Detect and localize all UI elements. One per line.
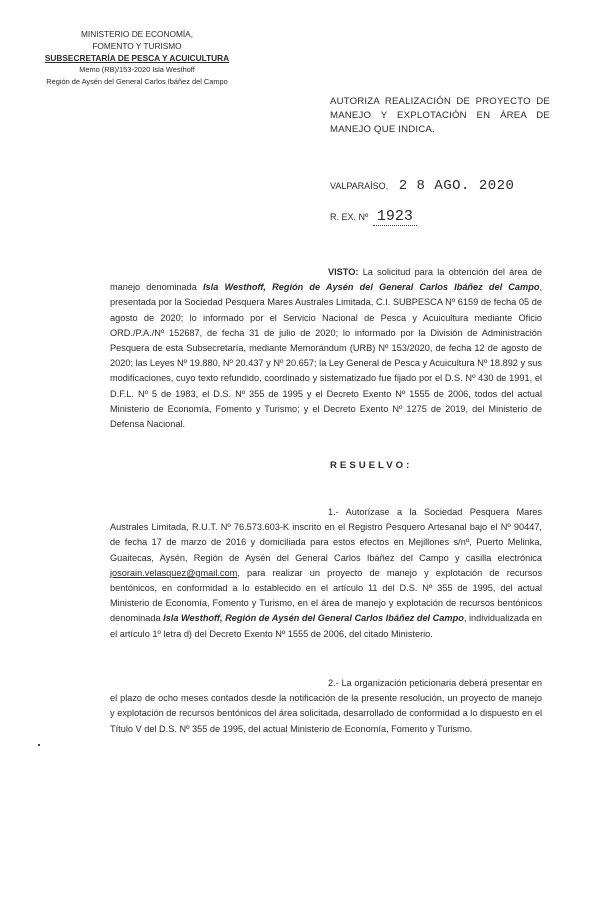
resolution-number-value: 1923	[373, 208, 417, 226]
letterhead	[22, 28, 252, 88]
visto-label: VISTO:	[328, 267, 359, 277]
ministry-name: MINISTERIO DE ECONOMÍA,	[80, 29, 194, 39]
visto-text-1: La solicitud para la obtención del área de manejo denominada	[110, 267, 542, 293]
ministry-name-2: FOMENTO Y TURISMO	[92, 41, 182, 51]
visto-text-2: , presentada por la Sociedad Pesquera Mares Australes Limitada, C.I. SUBPESCA Nº 6159 de fecha 05 de agosto de 2020; lo informado por el Servicio Nacional de Pesca y Acuicultura mediante Oficio ORD./P.A./Nº 152687, de fecha 31 de julio de 2020; lo informado por la División de Administración Pesquera de esta Subsecretaría, mediante Memorándum (URB) Nº 153/2020, de fecha 12 de agosto de 2020; las Leyes Nº 19.880, Nº 20.437 y Nº 20.657; la Ley General de Pesca y Acuicultura Nº 18.892 y sus modificaciones, cuyo texto refundido, coordinado y sistematizado fue fijado por el D.S. Nº 430 de 1991, el D.F.L. Nº 5 de 1983, el D.S. Nº 355 de 1995 y el Decreto Exento Nº 1555 de 2006, todos del actual Ministerio de Economía, Fomento y Turismo; y el Decreto Exento Nº 1275 de 2019, del Ministerio de Defensa Nacional.	[110, 282, 543, 430]
place: VALPARAÍSO,	[330, 181, 389, 191]
visto-paragraph	[110, 265, 542, 432]
email-link[interactable]: josorain.velasquez@gmail.com	[110, 567, 238, 578]
region-reference: Región de Aysén del General Carlos Ibáñez del Campo	[46, 77, 228, 86]
resolution-label: R. EX. Nº	[330, 212, 369, 222]
scan-mark	[38, 744, 40, 746]
subsecretariat-name: SUBSECRETARÍA DE PESCA Y ACUICULTURA	[44, 53, 230, 63]
area-name-2: Isla Westhoff, Región de Aysén del General Carlos Ibáñez del Campo	[163, 613, 464, 624]
resolution-number	[330, 208, 570, 225]
resolution-subject: AUTORIZA REALIZACIÓN DE PROYECTO DE MANEJO Y EXPLOTACIÓN EN ÁREA DE MANEJO QUE INDICA.	[330, 96, 550, 135]
place-date	[330, 178, 570, 194]
stamped-date: 2 8 AGO. 2020	[398, 178, 515, 194]
area-name: Isla Westhoff, Región de Aysén del General Carlos Ibáñez del Campo	[203, 282, 540, 293]
article-1-text-1: 1.- Autorízase a la Sociedad Pesquera Mares Australes Limitada, R.U.T. Nº 76.573.603-K inscrito en el Registro Pesquero Artesanal bajo el Nº 90447, de fecha 17 de marzo de 2016 y domiciliada para estos efectos en Mejillones s/nº, Puerto Melinka, Guaitecas, Aysén, Región de Aysén del General Carlos Ibáñez del Campo y casilla electrónica	[110, 507, 542, 563]
article-2-text: 2.- La organización peticionaria deberá presentar en el plazo de ocho meses contados desde la notificación de la presente resolución, un proyecto de manejo y explotación de recursos bentónicos del área solicitada, desarrollado de conformidad a lo dispuesto en el Título V del D.S. Nº 355 de 1995, del actual Ministerio de Economía, Fomento y Turismo.	[110, 678, 542, 734]
article-1	[110, 505, 542, 642]
article-2	[110, 676, 542, 737]
resuelvo-heading: RESUELVO:	[330, 460, 413, 471]
article-1-text-3: , individualizada en el artículo 1º letra d) del Decreto Exento Nº 1555 de 2006, del citado Ministerio.	[110, 613, 543, 639]
memo-reference: Memo (RB)/153-2020 Isla Westhoff	[79, 65, 195, 74]
article-1-text-2: , para realizar un proyecto de manejo y explotación de recursos bentónicos, en conformidad a lo establecido en el artículo 11 del D.S. Nº 355 de 1995, del actual Ministerio de Economía, Fomento y Turismo, en el área de manejo y explotación de recursos bentónicos denominada	[110, 567, 542, 624]
